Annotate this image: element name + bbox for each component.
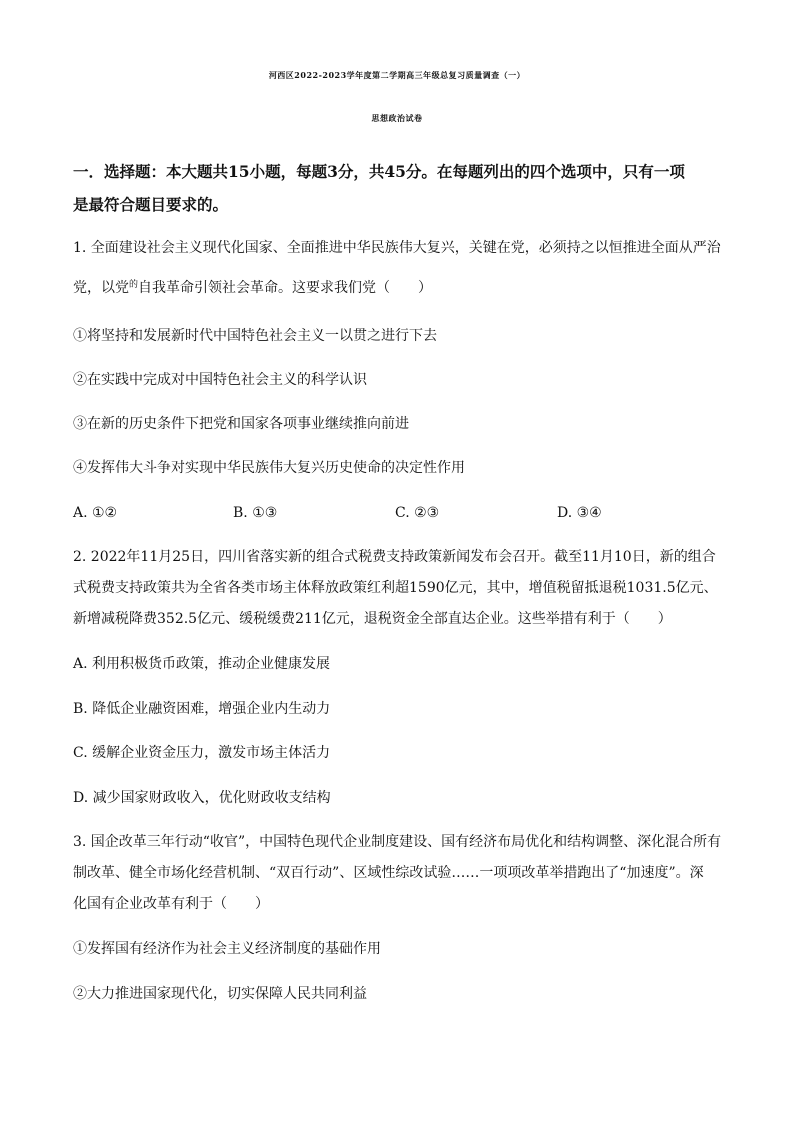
q1-stem-part-b: 自我革命引领社会革命。这要求我们党（ ） (138, 280, 433, 296)
section-heading-line2: 是最符合题目要求的。 (73, 195, 229, 214)
q3-item-2: ②大力推进国家现代化，切实保障人民共同利益 (73, 986, 367, 1002)
q3-stem-line2: 制改革、健全市场化经营机制、“双百行动”、区域性综改试验……一项项改革举措跑出了“加速度”。深 (73, 865, 704, 881)
q1-stem-small-char: 的 (129, 280, 139, 290)
q1-stem-line1: 1. 全面建设社会主义现代化国家、全面推进中华民族伟大复兴，关键在党，必须持之以恒推进全面从严治 (73, 240, 721, 256)
exam-title-line2: 思想政治试卷 (371, 113, 423, 123)
q2-stem-line3: 新增减税降费352.5亿元、缓税缓费211亿元，退税资金全部直达企业。这些举措有利于（ ） (73, 611, 672, 627)
q1-stem-part-a: 党，以党 (73, 280, 129, 296)
q1-stem-line2 (73, 278, 723, 300)
q2-option-d: D. 减少国家财政收入，优化财政收支结构 (73, 790, 331, 806)
q2-option-a: A. 利用积极货币政策，推动企业健康发展 (73, 656, 331, 672)
q1-item-1: ①将坚持和发展新时代中国特色社会主义一以贯之进行下去 (73, 328, 437, 344)
q2-option-c: C. 缓解企业资金压力，激发市场主体活力 (73, 745, 331, 761)
q1-item-2: ②在实践中完成对中国特色社会主义的科学认识 (73, 372, 367, 388)
q1-item-3: ③在新的历史条件下把党和国家各项事业继续推向前进 (73, 416, 409, 432)
q2-stem-line1: 2. 2022年11月25日，四川省落实新的组合式税费支持政策新闻发布会召开。截至11月10日，新的组合 (73, 549, 716, 565)
q3-stem-line3: 化国有企业改革有利于（ ） (73, 896, 269, 912)
q1-option-a: A. ①② (73, 505, 118, 521)
q1-option-c: C. ②③ (395, 505, 440, 521)
exam-title-line1: 河西区2022-2023学年度第二学期高三年级总复习质量调查（一） (268, 70, 526, 80)
q3-stem-line1: 3. 国企改革三年行动“收官”，中国特色现代企业制度建设、国有经济布局优化和结构调整、深化混合所有 (73, 834, 722, 850)
q1-item-4: ④发挥伟大斗争对实现中华民族伟大复兴历史使命的决定性作用 (73, 460, 465, 476)
q2-option-b: B. 降低企业融资困难，增强企业内生动力 (73, 701, 331, 717)
q1-option-d: D. ③④ (557, 505, 602, 521)
q3-item-1: ①发挥国有经济作为社会主义经济制度的基础作用 (73, 941, 381, 957)
q2-stem-line2: 式税费支持政策共为全省各类市场主体释放政策红利超1590亿元，其中，增值税留抵退税1031.5亿元、 (73, 580, 718, 596)
section-heading-line1: 一．选择题：本大题共15小题，每题3分，共45分。在每题列出的四个选项中，只有一项 (73, 162, 685, 181)
q1-option-b: B. ①③ (233, 505, 278, 521)
